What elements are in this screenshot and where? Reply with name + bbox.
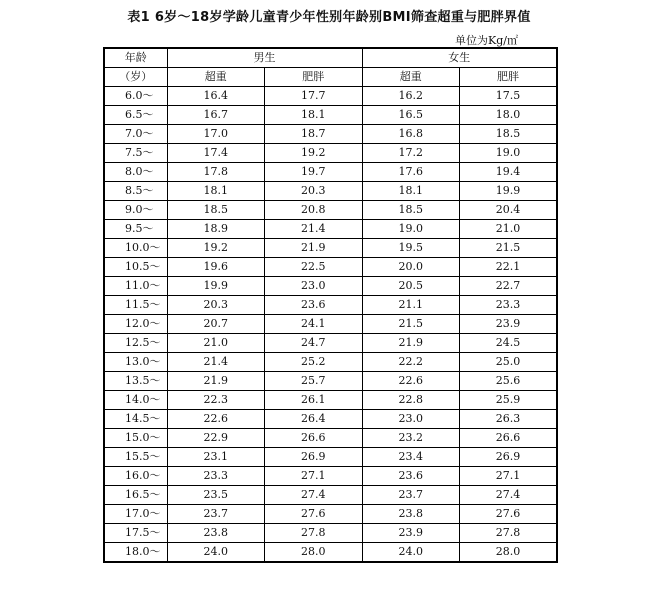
female-overweight-cell: 21.5 — [362, 315, 460, 334]
table-row — [104, 144, 557, 163]
female-overweight-cell: 20.5 — [362, 277, 460, 296]
male-overweight-cell: 23.7 — [167, 505, 265, 524]
age-cell: 8.0～ — [104, 163, 167, 182]
table-row — [104, 258, 557, 277]
age-cell: 10.5～ — [104, 258, 167, 277]
table-row — [104, 87, 557, 106]
male-overweight-cell: 19.6 — [167, 258, 265, 277]
female-obese-cell: 22.7 — [460, 277, 558, 296]
male-obese-cell: 25.2 — [265, 353, 363, 372]
female-obese-cell: 17.5 — [460, 87, 558, 106]
female-overweight-cell: 18.1 — [362, 182, 460, 201]
female-obese-cell: 21.0 — [460, 220, 558, 239]
female-obese-cell: 26.3 — [460, 410, 558, 429]
female-overweight-cell: 19.5 — [362, 239, 460, 258]
header-male-overweight: 超重 — [167, 68, 265, 87]
age-cell: 15.0～ — [104, 429, 167, 448]
female-overweight-cell: 23.6 — [362, 467, 460, 486]
table-row — [104, 448, 557, 467]
male-obese-cell: 27.6 — [265, 505, 363, 524]
age-cell: 7.5～ — [104, 144, 167, 163]
female-overweight-cell: 21.1 — [362, 296, 460, 315]
male-overweight-cell: 18.9 — [167, 220, 265, 239]
female-obese-cell: 19.9 — [460, 182, 558, 201]
table-row — [104, 353, 557, 372]
female-overweight-cell: 16.5 — [362, 106, 460, 125]
table-row — [104, 125, 557, 144]
male-obese-cell: 26.6 — [265, 429, 363, 448]
header-age: 年龄 — [104, 48, 167, 68]
age-cell: 9.5～ — [104, 220, 167, 239]
table-body — [104, 87, 557, 563]
header-male-obese: 肥胖 — [265, 68, 363, 87]
female-obese-cell: 21.5 — [460, 239, 558, 258]
female-overweight-cell: 21.9 — [362, 334, 460, 353]
male-overweight-cell: 21.9 — [167, 372, 265, 391]
table-row — [104, 163, 557, 182]
age-cell: 8.5～ — [104, 182, 167, 201]
female-obese-cell: 27.8 — [460, 524, 558, 543]
age-cell: 6.5～ — [104, 106, 167, 125]
female-obese-cell: 28.0 — [460, 543, 558, 563]
male-overweight-cell: 21.4 — [167, 353, 265, 372]
male-overweight-cell: 19.2 — [167, 239, 265, 258]
male-obese-cell: 23.6 — [265, 296, 363, 315]
male-overweight-cell: 22.3 — [167, 391, 265, 410]
header-female-obese: 肥胖 — [460, 68, 558, 87]
header-row-gender — [104, 48, 557, 68]
male-obese-cell: 24.7 — [265, 334, 363, 353]
male-overweight-cell: 17.0 — [167, 125, 265, 144]
female-overweight-cell: 23.8 — [362, 505, 460, 524]
male-overweight-cell: 23.8 — [167, 524, 265, 543]
table-row — [104, 372, 557, 391]
table-row — [104, 201, 557, 220]
female-overweight-cell: 19.0 — [362, 220, 460, 239]
female-obese-cell: 26.6 — [460, 429, 558, 448]
age-cell: 15.5～ — [104, 448, 167, 467]
male-obese-cell: 26.1 — [265, 391, 363, 410]
table-row — [104, 106, 557, 125]
table-row — [104, 505, 557, 524]
female-overweight-cell: 23.0 — [362, 410, 460, 429]
male-obese-cell: 27.8 — [265, 524, 363, 543]
female-obese-cell: 27.6 — [460, 505, 558, 524]
male-overweight-cell: 21.0 — [167, 334, 265, 353]
male-overweight-cell: 18.1 — [167, 182, 265, 201]
male-obese-cell: 23.0 — [265, 277, 363, 296]
table-row — [104, 239, 557, 258]
age-cell: 11.0～ — [104, 277, 167, 296]
age-cell: 9.0～ — [104, 201, 167, 220]
male-obese-cell: 27.4 — [265, 486, 363, 505]
age-cell: 11.5～ — [104, 296, 167, 315]
age-cell: 7.0～ — [104, 125, 167, 144]
female-obese-cell: 23.3 — [460, 296, 558, 315]
age-cell: 16.5～ — [104, 486, 167, 505]
male-obese-cell: 19.7 — [265, 163, 363, 182]
male-overweight-cell: 22.9 — [167, 429, 265, 448]
female-obese-cell: 24.5 — [460, 334, 558, 353]
female-obese-cell: 18.5 — [460, 125, 558, 144]
table-row — [104, 429, 557, 448]
table-title: 表1 6岁～18岁学龄儿童青少年性别年龄别BMI筛查超重与肥胖界值 — [127, 10, 531, 25]
female-overweight-cell: 22.2 — [362, 353, 460, 372]
female-obese-cell: 20.4 — [460, 201, 558, 220]
female-overweight-cell: 24.0 — [362, 543, 460, 563]
male-obese-cell: 20.8 — [265, 201, 363, 220]
male-obese-cell: 27.1 — [265, 467, 363, 486]
male-obese-cell: 17.7 — [265, 87, 363, 106]
male-overweight-cell: 20.3 — [167, 296, 265, 315]
female-overweight-cell: 17.2 — [362, 144, 460, 163]
male-obese-cell: 21.9 — [265, 239, 363, 258]
female-overweight-cell: 16.2 — [362, 87, 460, 106]
male-obese-cell: 24.1 — [265, 315, 363, 334]
female-obese-cell: 25.9 — [460, 391, 558, 410]
age-cell: 13.0～ — [104, 353, 167, 372]
table-row — [104, 391, 557, 410]
female-obese-cell: 22.1 — [460, 258, 558, 277]
male-obese-cell: 22.5 — [265, 258, 363, 277]
female-obese-cell: 25.6 — [460, 372, 558, 391]
female-obese-cell: 23.9 — [460, 315, 558, 334]
unit-label: 单位为Kg/㎡ — [455, 34, 518, 47]
male-obese-cell: 18.1 — [265, 106, 363, 125]
age-cell: 14.5～ — [104, 410, 167, 429]
table-row — [104, 296, 557, 315]
female-overweight-cell: 20.0 — [362, 258, 460, 277]
table-row — [104, 334, 557, 353]
table-row — [104, 543, 557, 563]
bmi-table — [103, 47, 558, 563]
age-cell: 18.0～ — [104, 543, 167, 563]
female-overweight-cell: 22.8 — [362, 391, 460, 410]
male-overweight-cell: 22.6 — [167, 410, 265, 429]
table-row — [104, 277, 557, 296]
header-male: 男生 — [167, 48, 362, 68]
male-obese-cell: 26.4 — [265, 410, 363, 429]
table-row — [104, 315, 557, 334]
header-female: 女生 — [362, 48, 557, 68]
female-overweight-cell: 23.9 — [362, 524, 460, 543]
male-overweight-cell: 19.9 — [167, 277, 265, 296]
age-cell: 10.0～ — [104, 239, 167, 258]
table-row — [104, 467, 557, 486]
male-obese-cell: 26.9 — [265, 448, 363, 467]
male-overweight-cell: 23.3 — [167, 467, 265, 486]
female-overweight-cell: 18.5 — [362, 201, 460, 220]
age-cell: 16.0～ — [104, 467, 167, 486]
female-overweight-cell: 23.4 — [362, 448, 460, 467]
age-cell: 13.5～ — [104, 372, 167, 391]
male-obese-cell: 28.0 — [265, 543, 363, 563]
table-row — [104, 524, 557, 543]
male-overweight-cell: 16.4 — [167, 87, 265, 106]
female-obese-cell: 18.0 — [460, 106, 558, 125]
age-cell: 6.0～ — [104, 87, 167, 106]
female-obese-cell: 19.4 — [460, 163, 558, 182]
male-overweight-cell: 20.7 — [167, 315, 265, 334]
age-cell: 17.5～ — [104, 524, 167, 543]
female-obese-cell: 27.1 — [460, 467, 558, 486]
male-obese-cell: 19.2 — [265, 144, 363, 163]
female-obese-cell: 25.0 — [460, 353, 558, 372]
male-overweight-cell: 17.4 — [167, 144, 265, 163]
age-cell: 12.5～ — [104, 334, 167, 353]
female-obese-cell: 27.4 — [460, 486, 558, 505]
table-row — [104, 410, 557, 429]
male-obese-cell: 18.7 — [265, 125, 363, 144]
female-overweight-cell: 22.6 — [362, 372, 460, 391]
age-cell: 14.0～ — [104, 391, 167, 410]
male-obese-cell: 25.7 — [265, 372, 363, 391]
table-row — [104, 182, 557, 201]
male-overweight-cell: 17.8 — [167, 163, 265, 182]
table-row — [104, 486, 557, 505]
female-overweight-cell: 23.7 — [362, 486, 460, 505]
male-obese-cell: 20.3 — [265, 182, 363, 201]
header-female-overweight: 超重 — [362, 68, 460, 87]
header-row-category — [104, 68, 557, 87]
header-age-unit: （岁） — [104, 68, 167, 87]
table-row — [104, 220, 557, 239]
age-cell: 12.0～ — [104, 315, 167, 334]
female-overweight-cell: 16.8 — [362, 125, 460, 144]
male-overweight-cell: 24.0 — [167, 543, 265, 563]
male-obese-cell: 21.4 — [265, 220, 363, 239]
female-obese-cell: 19.0 — [460, 144, 558, 163]
age-cell: 17.0～ — [104, 505, 167, 524]
male-overweight-cell: 16.7 — [167, 106, 265, 125]
male-overweight-cell: 18.5 — [167, 201, 265, 220]
male-overweight-cell: 23.1 — [167, 448, 265, 467]
male-overweight-cell: 23.5 — [167, 486, 265, 505]
female-overweight-cell: 17.6 — [362, 163, 460, 182]
female-obese-cell: 26.9 — [460, 448, 558, 467]
female-overweight-cell: 23.2 — [362, 429, 460, 448]
